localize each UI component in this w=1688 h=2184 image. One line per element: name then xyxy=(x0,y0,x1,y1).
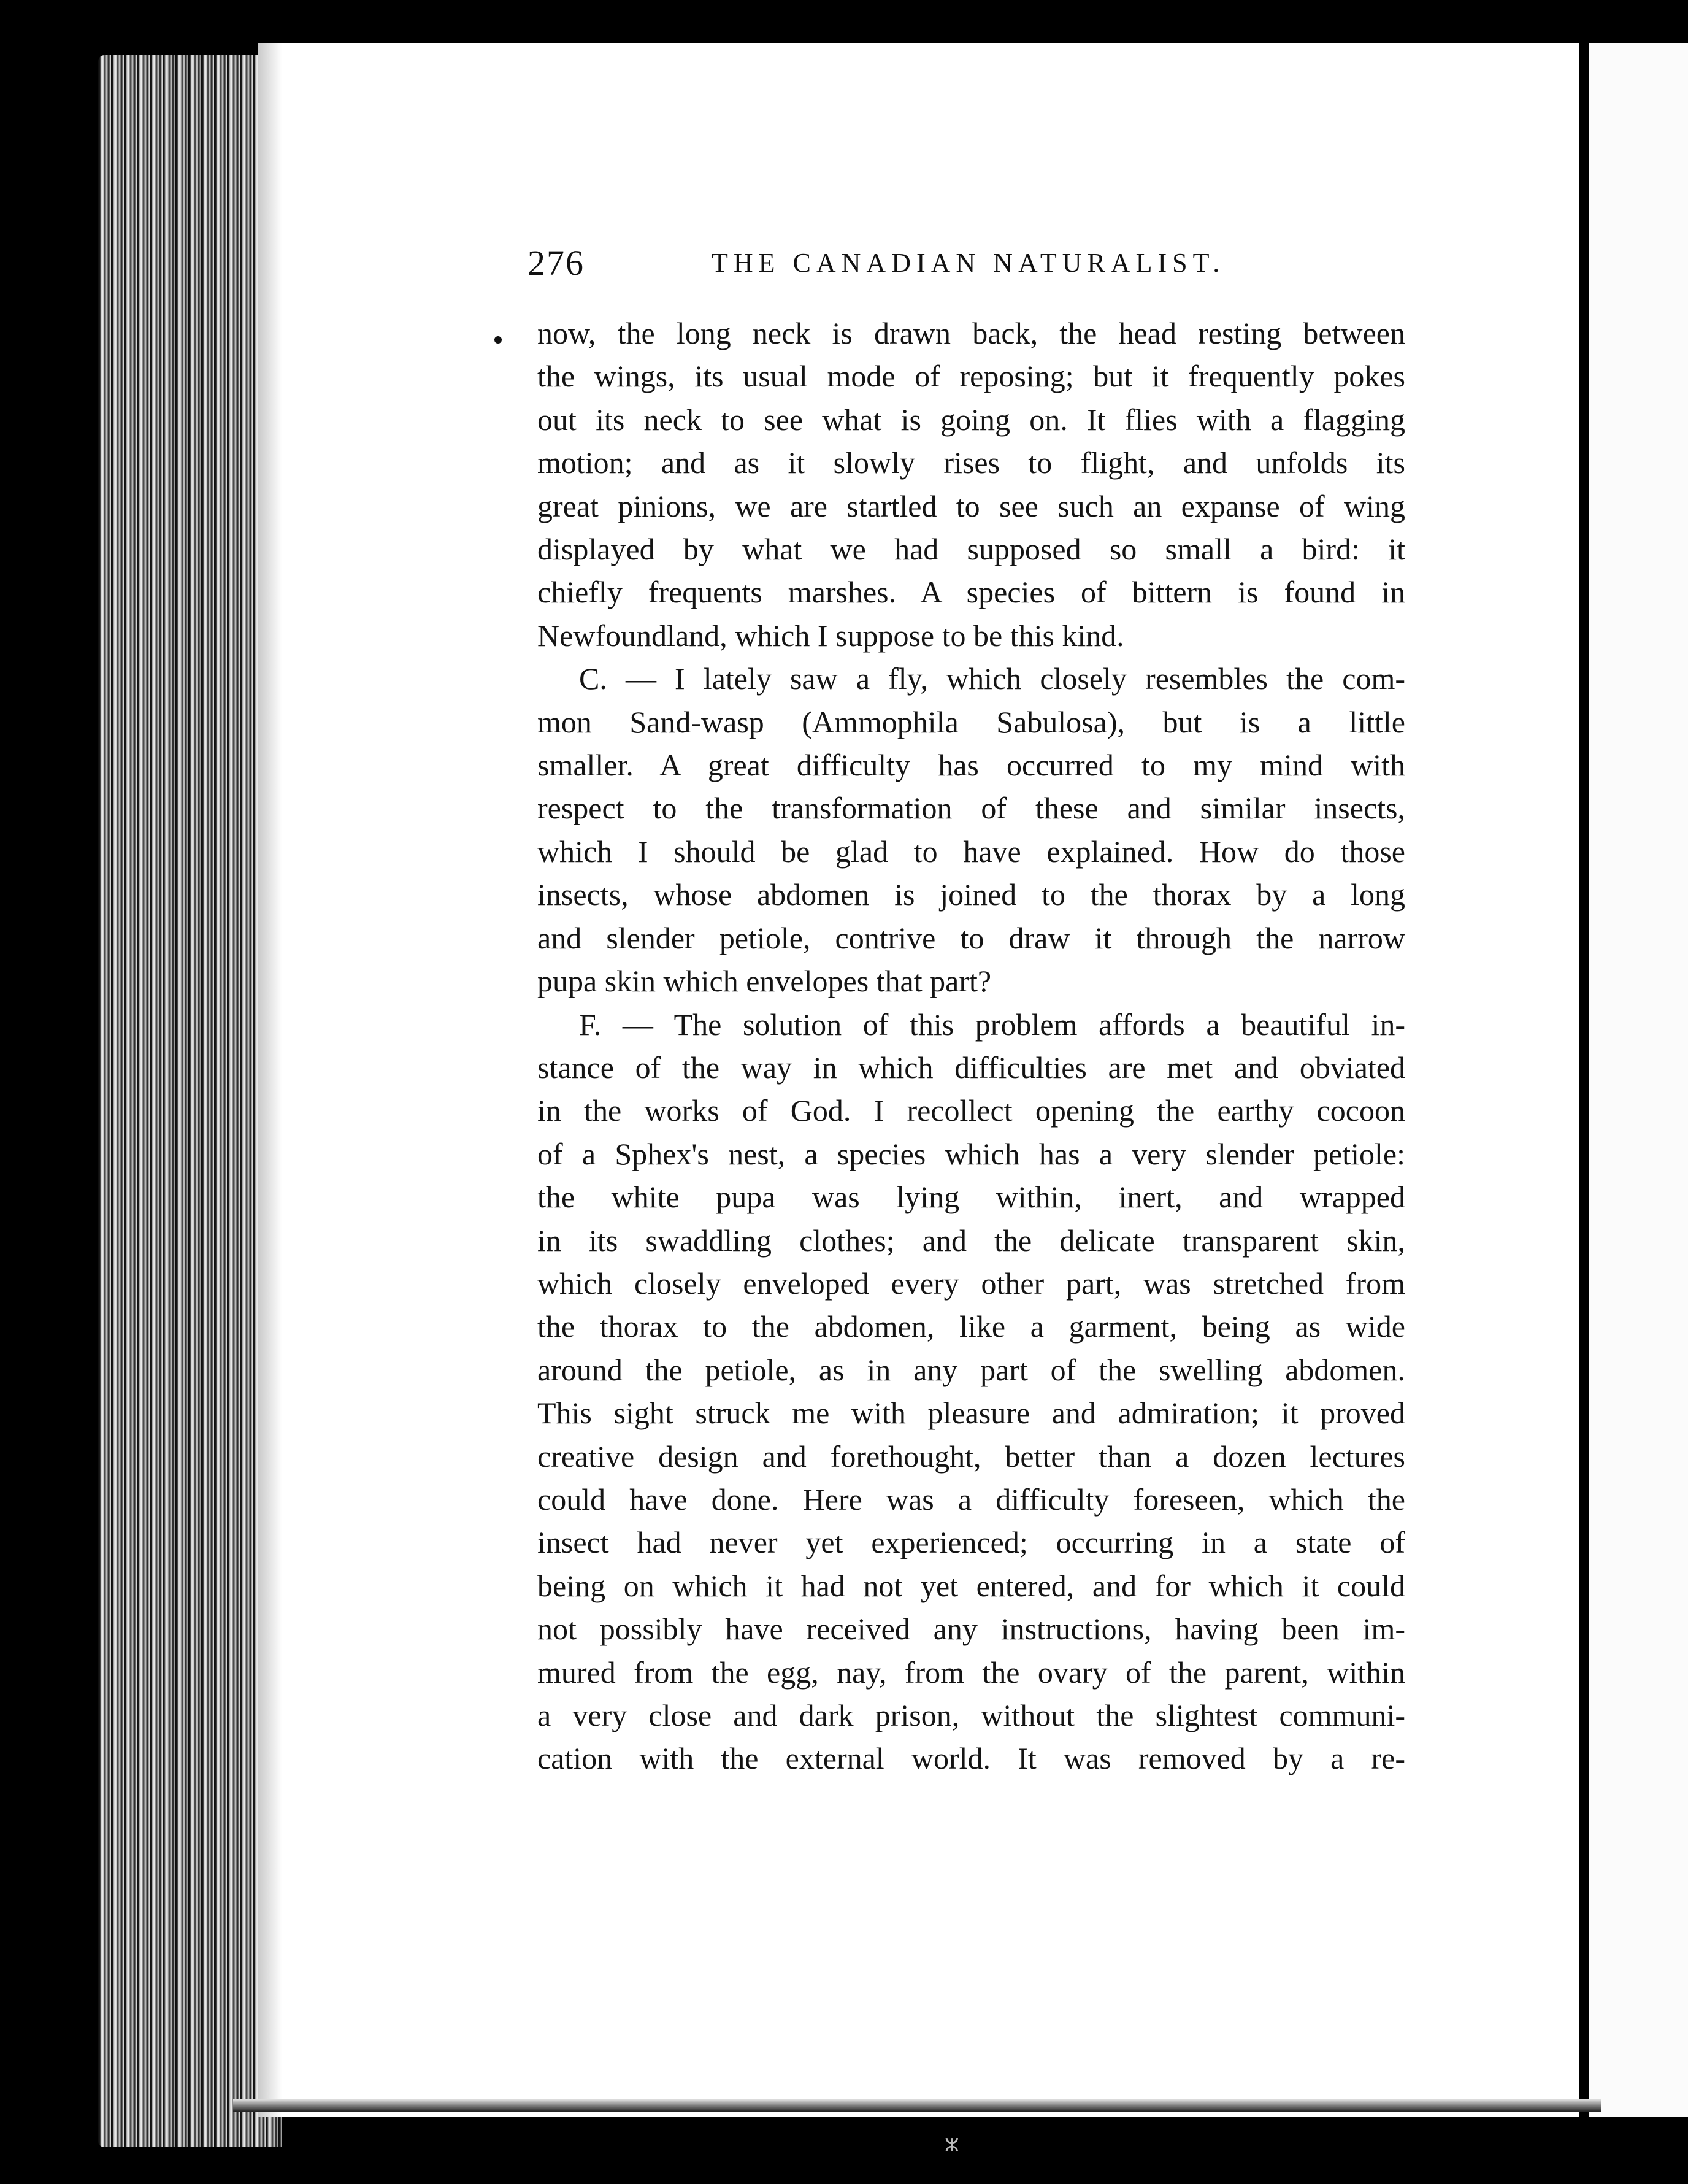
text-line: a very close and dark prison, without the slightest communi- xyxy=(537,1698,1405,1732)
text-line: the wings, its usual mode of reposing; but it frequently pokes xyxy=(537,359,1405,394)
running-title: THE CANADIAN NATURALIST. xyxy=(712,248,1226,278)
text-line: not possibly have received any instructions, having been im- xyxy=(537,1612,1405,1647)
text-line: cation with the external world. It was removed by a re- xyxy=(537,1741,1405,1776)
text-line: the thorax to the abdomen, like a garment, being as wide xyxy=(537,1309,1405,1344)
text-line: being on which it had not yet entered, and for which it could xyxy=(537,1568,1405,1603)
text-line: mured from the egg, nay, from the ovary of the parent, within xyxy=(537,1655,1405,1690)
text-line: chiefly frequents marshes. A species of bittern is found in xyxy=(537,575,1405,610)
page-right-edge xyxy=(1579,43,1589,2117)
text-line: which I should be glad to have explained. How do those xyxy=(537,834,1405,869)
text-line: creative design and forethought, better than a dozen lectures xyxy=(537,1439,1405,1474)
text-line: smaller. A great difficulty has occurred to my mind with xyxy=(537,748,1405,783)
text-line: pupa skin which envelopes that part? xyxy=(537,964,992,999)
text-line: insects, whose abdomen is joined to the thorax by a long xyxy=(537,877,1405,912)
page-edges xyxy=(98,55,282,2147)
text-line: insect had never yet experienced; occurring in a state of xyxy=(537,1525,1405,1560)
text-line: the white pupa was lying within, inert, and wrapped xyxy=(537,1180,1405,1215)
text-line: out its neck to see what is going on. It flies with a flagging xyxy=(537,402,1405,437)
text-line-indented: F. — The solution of this problem affords a beautiful in- xyxy=(579,1007,1405,1042)
text-line: mon Sand-wasp (Ammophila Sabulosa), but is a little xyxy=(537,704,1405,739)
text-line: around the petiole, as in any part of the swelling abdomen. xyxy=(537,1352,1405,1387)
text-line: This sight struck me with pleasure and admiration; it proved xyxy=(537,1396,1405,1431)
text-line: and slender petiole, contrive to draw it through the narrow xyxy=(537,920,1405,955)
text-line: of a Sphex's nest, a species which has a very slender petiole: xyxy=(537,1136,1405,1171)
page-number: 276 xyxy=(528,243,585,283)
text-line: displayed by what we had supposed so small a bird: it xyxy=(537,532,1405,567)
page-bottom-edge xyxy=(233,2099,1601,2112)
text-line: great pinions, we are startled to see such an expanse of wing xyxy=(537,488,1405,523)
facing-page-edge xyxy=(1589,43,1688,2117)
body-text xyxy=(537,312,1405,1780)
ink-speck xyxy=(494,336,502,344)
text-line: motion; and as it slowly rises to flight, and unfolds its xyxy=(537,445,1405,480)
text-line: now, the long neck is drawn back, the head resting between xyxy=(537,316,1405,350)
running-head xyxy=(528,242,1398,285)
text-line-indented: C. — I lately saw a fly, which closely resembles the com- xyxy=(579,661,1405,696)
text-line: in the works of God. I recollect opening the earthy cocoon xyxy=(537,1093,1405,1128)
gutter-shadow xyxy=(258,43,282,2117)
text-line: could have done. Here was a difficulty foreseen, which the xyxy=(537,1482,1405,1517)
text-line: Newfoundland, which I suppose to be this kind. xyxy=(537,618,1124,653)
text-line: respect to the transformation of these and similar insects, xyxy=(537,791,1405,826)
text-line: which closely enveloped every other part, was stretched from xyxy=(537,1266,1405,1301)
scan-artifact: ⵣ xyxy=(945,2135,959,2156)
text-line: stance of the way in which difficulties are met and obviated xyxy=(537,1050,1405,1085)
text-line: in its swaddling clothes; and the delicate transparent skin, xyxy=(537,1223,1405,1258)
